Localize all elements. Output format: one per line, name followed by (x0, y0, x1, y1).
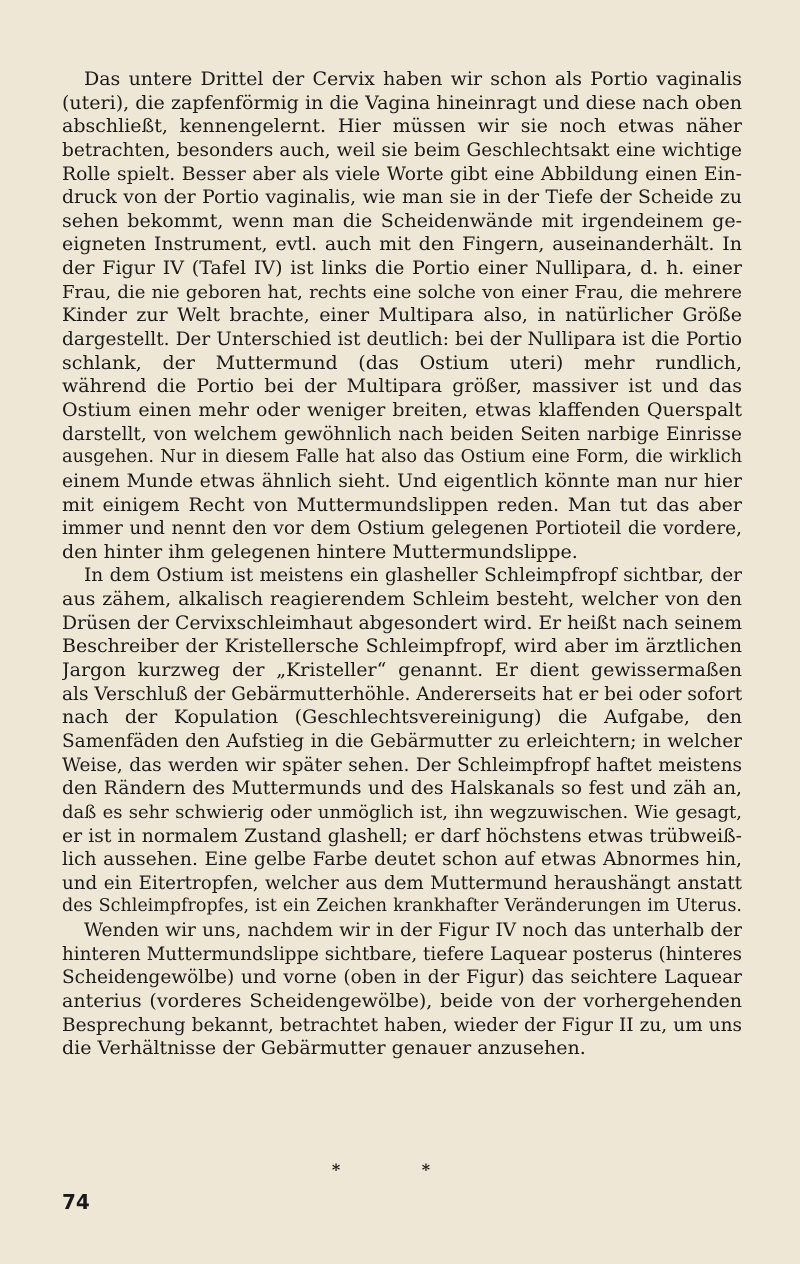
text-line: Ostium einen mehr oder weniger breiten, etwas klaffenden Querspalt (62, 398, 742, 421)
page-number: 74 (62, 1190, 90, 1214)
text-line: nach der Kopulation (Geschlechtsvereinigung) die Aufgabe, den (62, 706, 742, 729)
text-line: der Figur IV (Tafel IV) ist links die Portio einer Nullipara, d. h. einer (62, 257, 742, 280)
text-line: betrachten, besonders auch, weil sie beim Geschlechtsakt eine wichtige (62, 139, 742, 161)
text-line: Jargon kurzweg der „Kristeller“ genannt. Er dient gewissermaßen (62, 659, 742, 682)
text-line: schlank, der Muttermund (das Ostium uteri) mehr rundlich, (62, 351, 742, 374)
text-line: Wenden wir uns, nachdem wir in der Figur IV noch das unterhalb der (84, 920, 742, 942)
text-line: daß es sehr schwierig oder unmöglich ist, ihn wegzuwischen. Wie gesagt, (62, 801, 742, 823)
text-line: darstellt, von welchem gewöhnlich nach beiden Seiten narbige Einrisse (62, 423, 742, 445)
section-separator: * * (331, 1160, 469, 1179)
text-line: und ein Eitertropfen, welcher aus dem Muttermund heraushängt anstatt (62, 872, 742, 894)
text-line: er ist in normalem Zustand glashell; er darf höchstens etwas trübweiß- (62, 825, 742, 847)
text-line: sehen bekommt, wenn man die Scheidenwände mit irgendeinem ge- (62, 209, 742, 232)
text-line: während die Portio bei der Multipara größer, massiver ist und das (62, 375, 742, 398)
text-line: eigneten Instrument, evtl. auch mit den Fingern, auseinanderhält. In (62, 233, 742, 256)
text-line: lich aussehen. Eine gelbe Farbe deutet schon auf etwas Abnormes hin, (62, 849, 742, 871)
text-line: Besprechung bekannt, betrachtet haben, wieder der Figur II zu, um uns (62, 1014, 742, 1036)
text-line: Das untere Drittel der Cervix haben wir schon als Portio vaginalis (84, 68, 742, 90)
text-line: ausgehen. Nur in diesem Falle hat also das Ostium eine Form, die wirklich (62, 447, 742, 468)
text-line: hinteren Muttermundslippe sichtbare, tiefere Laquear posterus (hinteres (62, 943, 742, 965)
text-line: des Schleimpfropfes, ist ein Zeichen krankhafter Veränderungen im Uterus. (62, 896, 742, 917)
text-line: den hinter ihm gelegenen hintere Muttermundslippe. (62, 540, 578, 563)
text-line: Beschreiber der Kristellersche Schleimpfropf, wird aber im ärztlichen (62, 635, 742, 658)
text-line: In dem Ostium ist meistens ein glasheller Schleimpfropf sichtbar, der (84, 565, 742, 587)
text-line: Kinder zur Welt brachte, einer Multipara also, in natürlicher Größe (62, 304, 742, 327)
text-line: Samenfäden den Aufstieg in die Gebärmutter zu erleichtern; in welcher (62, 730, 742, 752)
text-line: (uteri), die zapfenförmig in die Vagina hineinragt und diese nach oben (62, 91, 742, 114)
text-line: die Verhältnisse der Gebärmutter genauer anzusehen. (62, 1037, 586, 1060)
text-line: druck von der Portio vaginalis, wie man sie in der Tiefe der Scheide zu (62, 187, 742, 209)
text-line: Scheidengewölbe) und vorne (oben in der Figur) das seichtere Laquear (62, 967, 742, 989)
text-line: mit einigem Recht von Muttermundslippen reden. Man tut das aber (62, 493, 742, 516)
text-line: dargestellt. Der Unterschied ist deutlich: bei der Nullipara ist die Portio (62, 329, 742, 351)
text-line: den Rändern des Muttermunds und des Halskanals so fest und zäh an, (62, 778, 742, 800)
text-line: abschließt, kennengelernt. Hier müssen wir sie noch etwas näher (62, 115, 742, 138)
text-line: Rolle spielt. Besser aber als viele Worte gibt eine Abbildung einen Ein- (62, 163, 742, 185)
text-line: Weise, das werden wir später sehen. Der Schleimpfropf haftet meistens (62, 754, 742, 776)
text-line: als Verschluß der Gebärmutterhöhle. Andererseits hat er bei oder sofort (62, 683, 742, 705)
body-text (62, 68, 742, 1061)
text-line: Drüsen der Cervixschleimhaut abgesondert wird. Er heißt nach seinem (62, 612, 742, 634)
text-line: anterius (vorderes Scheidengewölbe), beide von der vorhergehenden (62, 989, 742, 1012)
text-line: einem Munde etwas ähnlich sieht. Und eigentlich könnte man nur hier (62, 470, 742, 492)
text-line: Frau, die nie geboren hat, rechts eine solche von einer Frau, die mehrere (62, 281, 742, 303)
text-line: aus zähem, alkalisch reagierendem Schleim besteht, welcher von den (62, 588, 742, 611)
text-line: immer und nennt den vor dem Ostium gelegenen Portioteil die vordere, (62, 518, 742, 540)
